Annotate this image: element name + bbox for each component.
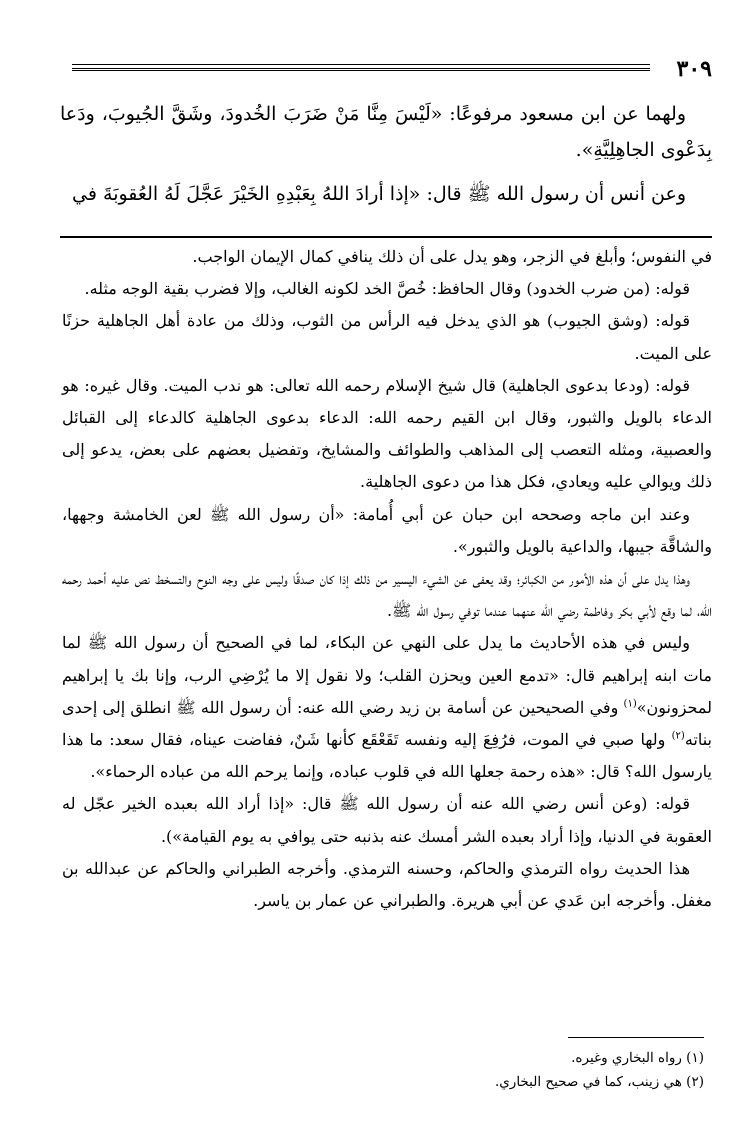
- footnote: (٢) هي زينب، كما في صحيح البخاري.: [494, 1074, 704, 1090]
- page-header: [72, 55, 712, 83]
- commentary-paragraph: قوله: (ودعا بدعوى الجاهلية) قال شيخ الإسلام رحمه الله تعالى: هو ندب الميت. وقال غيره: هو الدعاء بالويل والثبور، وقال ابن القيم رحمه الله: الدعاء بدعوى الجاهلية كالدعاء إلى القبائل والعصبية، ومثله التعصب إلى المذاهب والطوائف والمشايخ، وتفضيل بعضهم على بعض، يدعو إلى ذلك ويوالي عليه ويعادي، فكل هذا من دعوى الجاهلية.: [62, 375, 712, 492]
- footnote: (١) رواه البخاري وغيره.: [571, 1050, 704, 1066]
- commentary-paragraph: هذا الحديث رواه الترمذي والحاكم، وحسنه الترمذي. وأخرجه الطبراني والحاكم عن عبدالله بن مغفل. وأخرجه ابن عَدي عن أبي هريرة. والطبراني عن عمار بن ياسر.: [62, 858, 712, 911]
- header-rule: [72, 64, 650, 65]
- commentary-text: وفي الصحيحين عن أسامة بن زيد رضي الله عنه: أن رسول الله ﷺ انطلق إلى إحدى بناته: [62, 697, 712, 750]
- header-double-rule: [72, 68, 650, 71]
- commentary-paragraph: وهذا يدل على أن هذه الأمور من الكبائر؛ وقد يعفى عن الشيء اليسير من ذلك إذا كان صدقًا وليس على وجه النوح والتسخط نص عليه أحمد رحمه الله، لما وقع لأبي بكر وفاطمة رضي الله عنهما عندما توفي رسول الله ﷺ.: [62, 569, 712, 621]
- footnotes-block: [60, 1046, 704, 1094]
- footnote-marker[interactable]: (٢): [671, 730, 685, 742]
- commentary-paragraph: قوله: (وعن أنس رضي الله عنه أن رسول الله ﷺ قال: «إذا أراد الله بعبده الخير عجّل له العقوبة في الدنيا، وإذا أراد بعبده الشر أمسك عنه بذنبه حتى يوافي به يوم القيامة»).: [62, 794, 712, 846]
- commentary-paragraph: [62, 627, 712, 788]
- commentary-text: ولها صبي في الموت، فرُفِعَ إليه ونفسه تَقَعْقَع كأنها شَنٌ، ففاضت عيناه، فقال سعد: ما هذا يارسول الله؟ قال: «هذه رحمة جعلها الله في قلوب عباده، وإنما يرحم الله من عباده الرحماء».: [62, 730, 712, 782]
- hadith-paragraph: وعن أنس أن رسول الله ﷺ قال: «إذا أرادَ اللهُ بِعَبْدِهِ الخَيْرَ عَجَّلَ لَهُ العُقوبَةَ في: [72, 183, 686, 205]
- commentary-text: وليس في هذه الأحاديث ما يدل على النهي عن البكاء، لما في الصحيح أن رسول الله ﷺ لما مات ابنه إبراهيم قال: «تدمع العين ويحزن القلب؛ ولا نقول إلا ما يُرْضِي الرب، وإنا بك يا إبراهيم لمحزونون»: [62, 633, 712, 717]
- footnote-marker[interactable]: (١): [623, 698, 637, 710]
- commentary-paragraph: في النفوس؛ وأبلغ في الزجر، وهو يدل على أن ذلك ينافي كمال الإيمان الواجب.: [192, 247, 712, 266]
- hadith-paragraph: ولهما عن ابن مسعود مرفوعًا: «لَيْسَ مِنَّا مَنْ ضَرَبَ الخُدودَ، وشَقَّ الجُيوبَ، ودَعا بِدَعْوى الجاهِلِيَّةِ».: [60, 103, 712, 161]
- commentary-paragraph: قوله: (من ضرب الخدود) وقال الحافظ: خُصَّ الخد لكونه الغالب، وإلا فضرب بقية الوجه مثله.: [84, 279, 690, 299]
- section-divider: [60, 236, 712, 238]
- commentary-paragraph: وعند ابن ماجه وصححه ابن حبان عن أبي أُمامة: «أن رسول الله ﷺ لعن الخامشة وجهها، والشاقَّة جيبها، والداعية بالويل والثبور».: [62, 504, 712, 556]
- commentary-block: [62, 241, 712, 917]
- hadith-text-block: [60, 96, 712, 220]
- commentary-paragraph: قوله: (وشق الجيوب) هو الذي يدخل فيه الرأس من الثوب، وذلك من عادة أهل الجاهلية حزنًا على الميت.: [62, 311, 712, 363]
- footnote-rule: [568, 1037, 704, 1038]
- page-number: ٣٠٩: [676, 56, 712, 82]
